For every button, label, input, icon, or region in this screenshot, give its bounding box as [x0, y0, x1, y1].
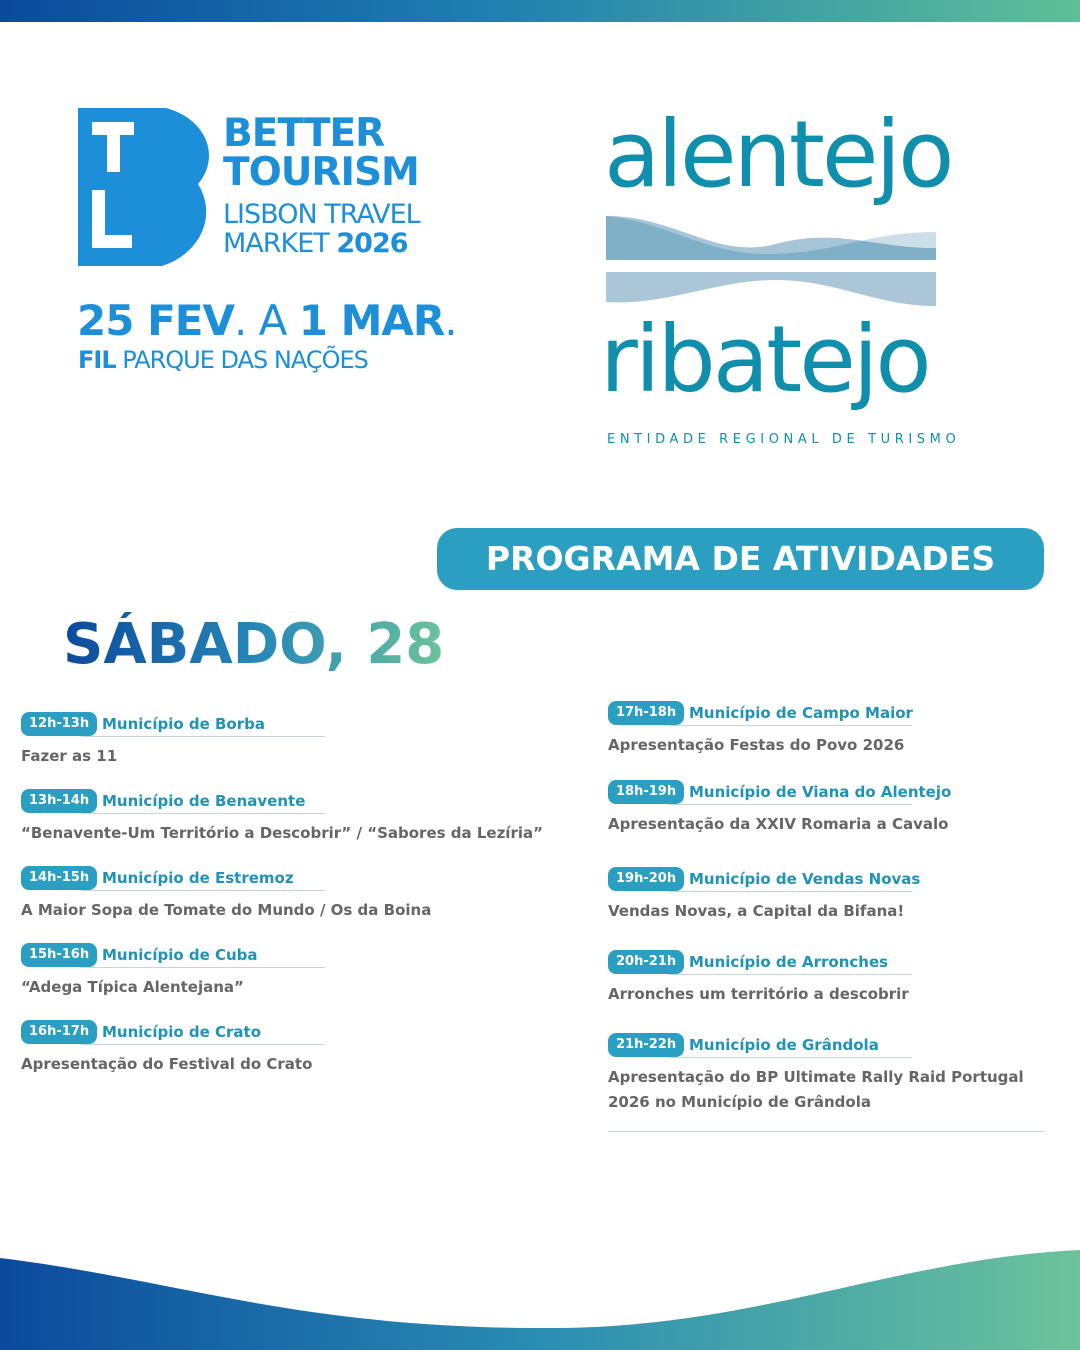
schedule-item	[608, 780, 1058, 837]
schedule-item-header	[608, 1033, 912, 1057]
event-dates: 25 FEV. A 1 MAR.	[77, 296, 457, 345]
event-venue: FIL PARQUE DAS NAÇÕES	[78, 346, 368, 374]
schedule-item-header	[21, 1020, 325, 1044]
btl-line4: MARKET 2026	[223, 228, 408, 259]
divider-line	[608, 1131, 1045, 1132]
municipality-name: Município de Arronches	[689, 953, 889, 971]
time-badge: 19h-20h	[608, 867, 684, 891]
day-title: SÁBADO, 28	[63, 612, 445, 677]
schedule-item	[21, 789, 551, 846]
activity-description: Apresentação do Festival do Crato	[21, 1055, 313, 1073]
time-badge: 13h-14h	[21, 789, 97, 813]
schedule-item	[21, 1020, 551, 1077]
activity-description: Apresentação da XXIV Romaria a Cavalo	[608, 815, 949, 833]
time-badge: 21h-22h	[608, 1033, 684, 1057]
btl-line3: LISBON TRAVEL	[223, 199, 420, 230]
time-badge: 18h-19h	[608, 780, 684, 804]
schedule-item-header	[608, 780, 952, 804]
schedule-item-header	[608, 867, 921, 891]
top-gradient-bar	[0, 0, 1080, 22]
municipality-name: Município de Vendas Novas	[689, 870, 921, 888]
schedule-item	[608, 701, 1058, 758]
schedule-item	[21, 866, 551, 923]
schedule-item	[608, 950, 1058, 1007]
time-badge: 15h-16h	[21, 943, 97, 967]
schedule-item-header	[608, 950, 912, 974]
activity-description: Apresentação do BP Ultimate Rally Raid Portugal 2026 no Município de Grândola	[608, 1068, 1024, 1111]
activity-description: Arronches um território a descobrir	[608, 985, 909, 1003]
schedule-item	[608, 867, 1058, 924]
time-badge: 12h-13h	[21, 712, 97, 736]
ar-subtitle: ENTIDADE REGIONAL DE TURISMO	[607, 432, 961, 447]
bottom-wave-decoration	[0, 1240, 1080, 1350]
municipality-name: Município de Borba	[102, 715, 265, 733]
municipality-name: Município de Crato	[102, 1023, 262, 1041]
activity-description: “Adega Típica Alentejana”	[21, 978, 244, 996]
time-badge: 20h-21h	[608, 950, 684, 974]
btl-logo-mark	[78, 108, 214, 266]
activity-description: “Benavente-Um Território a Descobrir” / “Sabores da Lezíria”	[21, 824, 543, 842]
schedule-item-header	[21, 789, 325, 813]
ribatejo-wordmark: ribatejo	[600, 306, 929, 413]
time-badge: 17h-18h	[608, 701, 684, 725]
activity-description: Vendas Novas, a Capital da Bifana!	[608, 902, 905, 920]
waves-logo-mark	[606, 214, 936, 306]
activity-description: Fazer as 11	[21, 747, 118, 765]
time-badge: 14h-15h	[21, 866, 97, 890]
municipality-name: Município de Benavente	[102, 792, 306, 810]
time-badge: 16h-17h	[21, 1020, 97, 1044]
municipality-name: Município de Estremoz	[102, 869, 294, 887]
alentejo-wordmark: alentejo	[604, 101, 952, 208]
schedule-item-header	[21, 866, 325, 890]
schedule-right-column	[608, 701, 1058, 1137]
municipality-name: Município de Viana do Alentejo	[689, 783, 952, 801]
activity-description: Apresentação Festas do Povo 2026	[608, 736, 905, 754]
schedule-item-header	[608, 701, 912, 725]
municipality-name: Município de Campo Maior	[689, 704, 913, 722]
schedule-item-header	[21, 712, 325, 736]
municipality-name: Município de Grândola	[689, 1036, 879, 1054]
schedule-item	[21, 943, 551, 1000]
btl-logo-text	[223, 111, 420, 259]
schedule-item	[21, 712, 551, 769]
btl-line1: BETTER	[223, 111, 385, 156]
schedule-item-header	[21, 943, 325, 967]
schedule-item	[608, 1033, 1058, 1115]
schedule-left-column	[21, 712, 551, 1097]
btl-line2: TOURISM	[223, 150, 419, 195]
activity-description: A Maior Sopa de Tomate do Mundo / Os da Boina	[21, 901, 432, 919]
municipality-name: Município de Cuba	[102, 946, 258, 964]
program-title-badge: PROGRAMA DE ATIVIDADES	[437, 528, 1044, 590]
